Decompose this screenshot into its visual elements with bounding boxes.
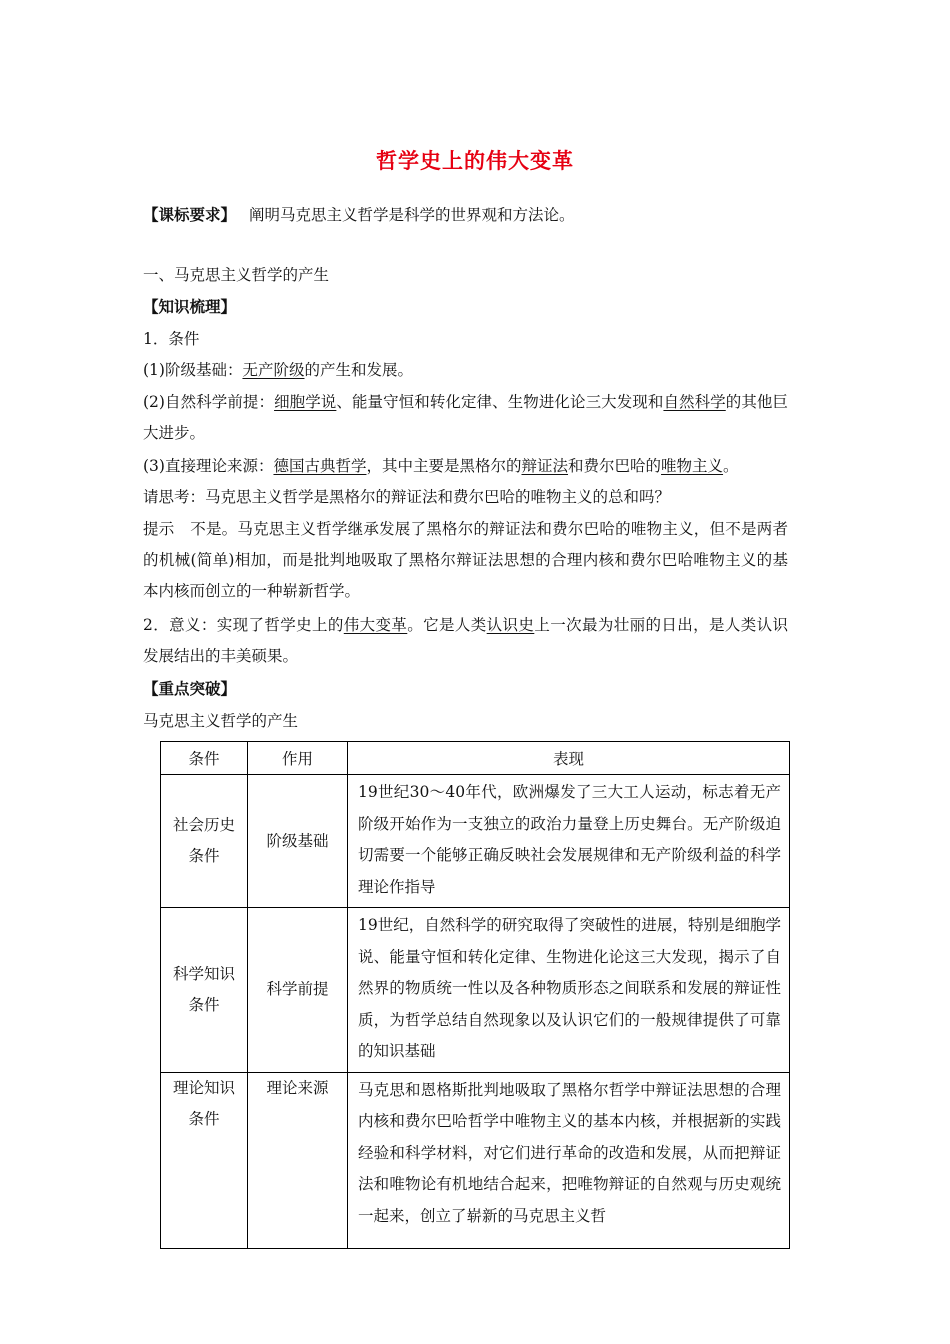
condition-3-mid-1: ，其中主要是黑格尔的 [366, 457, 522, 475]
significance [143, 610, 788, 672]
condition-table [160, 741, 790, 1249]
knowledge-label: 【知识梳理】 [143, 298, 237, 316]
row-desc: 19世纪30～40年代，欧洲爆发了三大工人运动，标志着无产阶级开始作为一支独立的政治力量登上历史舞台。无产阶级迫切需要一个能够正确反映社会发展规律和无产阶级利益的科学理论作指导 [348, 775, 790, 908]
condition-3-answer-2: 辩证法 [521, 457, 569, 475]
condition-1-prefix: (1)阶级基础： [143, 361, 243, 379]
condition-3-suffix: 。 [723, 457, 739, 475]
row-condition: 理论知识条件 [161, 1072, 248, 1248]
document-title: 哲学史上的伟大变革 [376, 149, 574, 173]
condition-2-answer-2: 自然科学 [663, 393, 726, 411]
significance-mid: 。它是人类 [407, 616, 487, 634]
header-role: 作用 [248, 742, 348, 775]
key-subtitle: 马克思主义哲学的产生 [143, 712, 299, 730]
table-header-row [161, 742, 790, 775]
condition-3-answer-1: 德国古典哲学 [273, 457, 367, 475]
row-desc: 马克思和恩格斯批判地吸取了黑格尔哲学中辩证法思想的合理内核和费尔巴哈哲学中唯物主义的基本内核，并根据新的实践经验和科学材料，对它们进行革命的改造和发展，从而把辩证法和唯物论有机地结合起来，把唯物辩证的自然观与历史观统一起来，创立了崭新的马克思主义哲 [358, 1080, 781, 1225]
think-question: 请思考：马克思主义哲学是黑格尔的辩证法和费尔巴哈的唯物主义的总和吗？ [143, 488, 671, 506]
header-performance: 表现 [348, 742, 790, 775]
hint-paragraph: 提示 不是。马克思主义哲学继承发展了黑格尔的辩证法和费尔巴哈的唯物主义，但不是两者的机械(简单)相加，而是批判地吸取了黑格尔辩证法思想的合理内核和费尔巴哈唯物主义的基本内核而创立的一种崭新哲学。 [143, 520, 788, 600]
row-condition: 社会历史条件 [161, 775, 248, 908]
table-row [161, 908, 790, 1073]
row-role: 理论来源 [248, 1072, 348, 1248]
key-label: 【重点突破】 [143, 680, 237, 698]
table-row [161, 775, 790, 908]
condition-1-answer: 无产阶级 [242, 361, 305, 379]
table-row [161, 1072, 790, 1248]
significance-answer-2: 认识史 [486, 616, 535, 634]
row-condition: 科学知识条件 [161, 908, 248, 1073]
requirement-text: 阐明马克思主义哲学是科学的世界观和方法论。 [248, 206, 575, 224]
condition-3-answer-3: 唯物主义 [661, 457, 724, 475]
condition-1-suffix: 的产生和发展。 [304, 361, 413, 379]
row-role: 阶级基础 [248, 775, 348, 908]
significance-answer-1: 伟大变革 [343, 616, 408, 634]
condition-2-prefix: (2)自然科学前提： [143, 393, 275, 411]
condition-2-suffix: 的其他巨大进步。 [143, 393, 788, 442]
row-desc: 19世纪，自然科学的研究取得了突破性的进展，特别是细胞学说、能量守恒和转化定律、生物进化论这三大发现，揭示了自然界的物质统一性以及各种物质形态之间联系和发展的辩证性质，为哲学总结自然现象以及认识它们的一般规律提供了可靠的知识基础 [348, 908, 790, 1073]
condition-1 [143, 360, 413, 380]
requirement-label: 【课标要求】 [143, 206, 237, 224]
section-heading: 一、马克思主义哲学的产生 [143, 266, 330, 284]
item1-title: 1．条件 [143, 330, 200, 348]
condition-3-prefix: (3)直接理论来源： [143, 457, 274, 475]
condition-2 [143, 387, 788, 449]
requirement-line [143, 205, 574, 225]
row-desc-cell [348, 1072, 790, 1248]
row-role: 科学前提 [248, 908, 348, 1073]
significance-prefix: 2．意义：实现了哲学史上的 [143, 616, 344, 634]
significance-suffix: 上一次最为壮丽的日出，是人类认识发展结出的丰美硕果。 [143, 616, 788, 665]
condition-2-mid: 、能量守恒和转化定律、生物进化论三大发现和 [336, 393, 664, 411]
condition-2-answer-1: 细胞学说 [274, 393, 337, 411]
condition-3 [143, 456, 739, 476]
header-condition: 条件 [161, 742, 248, 775]
condition-3-mid-2: 和费尔巴哈的 [568, 457, 662, 475]
